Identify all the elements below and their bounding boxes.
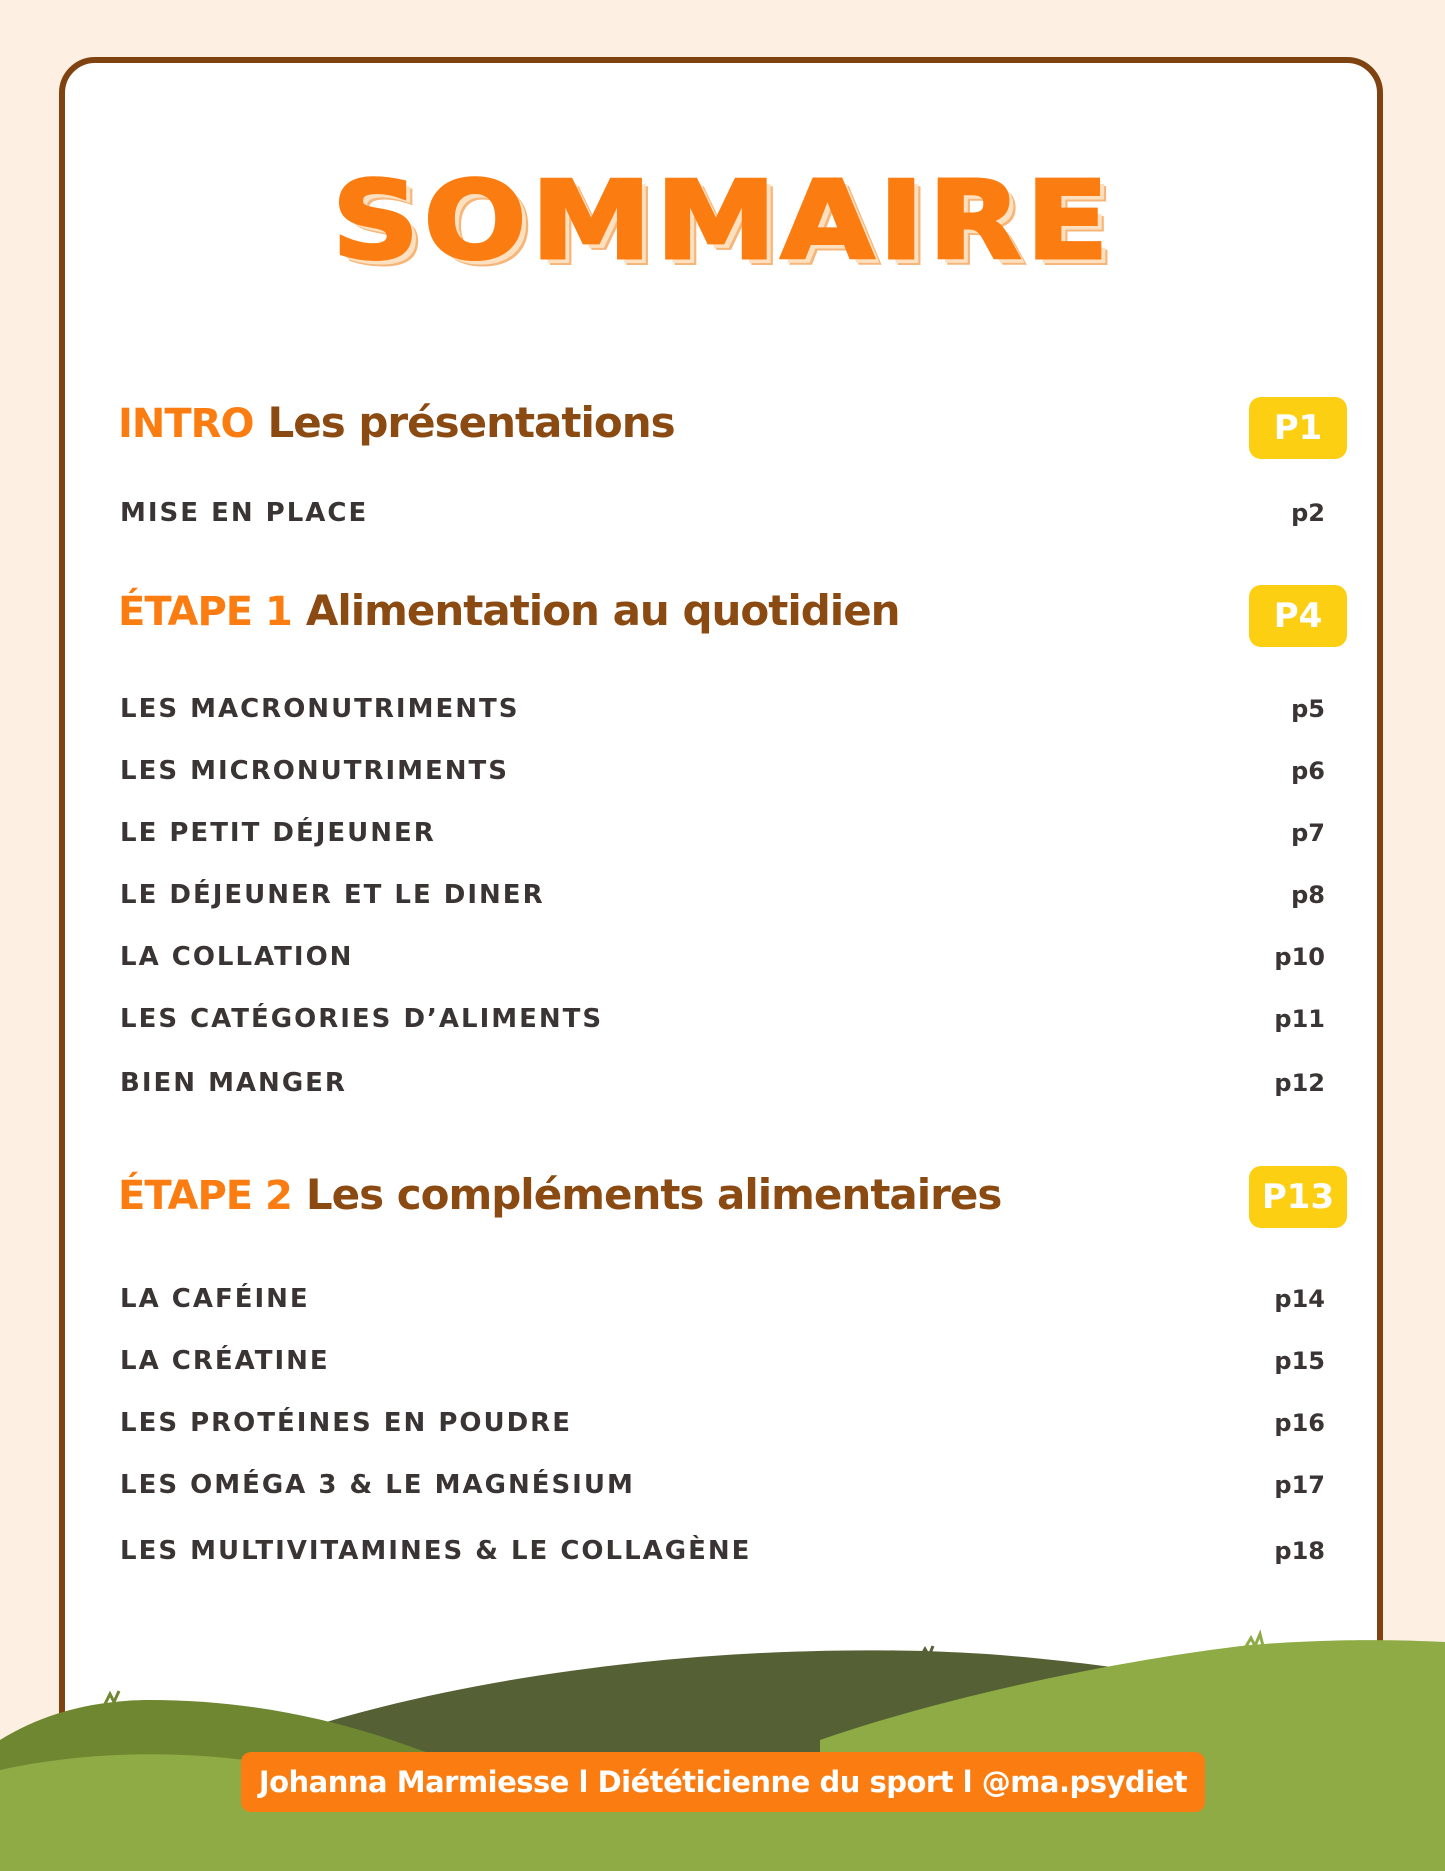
toc-item[interactable] xyxy=(120,1063,1325,1103)
toc-item-label: LES CATÉGORIES D’ALIMENTS xyxy=(120,1004,604,1034)
toc-item[interactable] xyxy=(120,999,1325,1039)
toc-item[interactable] xyxy=(120,1279,1325,1319)
section-label: ÉTAPE 1 xyxy=(118,589,292,635)
toc-item-page: p16 xyxy=(1274,1409,1325,1437)
toc-item-label: LA CAFÉINE xyxy=(120,1284,310,1314)
toc-item-label: LA COLLATION xyxy=(120,942,354,972)
toc-item-page: p6 xyxy=(1291,757,1325,785)
toc-item-label: MISE EN PLACE xyxy=(120,498,369,528)
toc-item-label: LE DÉJEUNER ET LE DINER xyxy=(120,880,545,910)
section-title: Les présentations xyxy=(267,398,675,447)
toc-item-label: LE PETIT DÉJEUNER xyxy=(120,818,436,848)
toc-item-page: p10 xyxy=(1274,943,1325,971)
toc-item-page: p7 xyxy=(1291,819,1325,847)
toc-item-label: LES MULTIVITAMINES & LE COLLAGÈNE xyxy=(120,1536,752,1566)
toc-item-label: LES MICRONUTRIMENTS xyxy=(120,756,510,786)
footer-banner xyxy=(241,1752,1205,1812)
toc-item-label: LES MACRONUTRIMENTS xyxy=(120,694,520,724)
toc-item-page: p5 xyxy=(1291,695,1325,723)
footer-text: Johanna Marmiesse l Diététicienne du sport l @ma.psydiet xyxy=(258,1765,1188,1799)
toc-item-page: p15 xyxy=(1274,1347,1325,1375)
toc-item[interactable] xyxy=(120,493,1325,533)
toc-item-label: BIEN MANGER xyxy=(120,1068,347,1098)
page-title: SOMMAIRE xyxy=(332,159,1113,284)
section-page-badge: P1 xyxy=(1249,397,1347,459)
toc-item[interactable] xyxy=(120,875,1325,915)
section-heading-intro[interactable] xyxy=(118,398,675,447)
toc-item-page: p8 xyxy=(1291,881,1325,909)
toc-item[interactable] xyxy=(120,1403,1325,1443)
section-label: ÉTAPE 2 xyxy=(118,1173,292,1219)
toc-item-page: p12 xyxy=(1274,1069,1325,1097)
section-title: Alimentation au quotidien xyxy=(305,586,900,635)
toc-item-label: LES PROTÉINES EN POUDRE xyxy=(120,1408,572,1438)
toc-item-page: p14 xyxy=(1274,1285,1325,1313)
toc-item[interactable] xyxy=(120,689,1325,729)
toc-item[interactable] xyxy=(120,813,1325,853)
toc-item[interactable] xyxy=(120,1465,1325,1505)
section-heading-etape-1[interactable] xyxy=(118,586,900,635)
section-label: INTRO xyxy=(118,401,254,447)
toc-item-page: p18 xyxy=(1274,1537,1325,1565)
section-heading-etape-2[interactable] xyxy=(118,1170,1001,1219)
section-page-badge: P13 xyxy=(1249,1166,1347,1228)
toc-item-page: p2 xyxy=(1291,499,1325,527)
toc-item-page: p11 xyxy=(1274,1005,1325,1033)
section-page-badge: P4 xyxy=(1249,585,1347,647)
toc-item-label: LA CRÉATINE xyxy=(120,1346,330,1376)
toc-item[interactable] xyxy=(120,1531,1325,1571)
toc-item[interactable] xyxy=(120,751,1325,791)
toc-item[interactable] xyxy=(120,937,1325,977)
toc-item-label: LES OMÉGA 3 & LE MAGNÉSIUM xyxy=(120,1470,635,1500)
section-title: Les compléments alimentaires xyxy=(305,1170,1002,1219)
grass-hills-illustration xyxy=(0,1600,1445,1871)
toc-item-page: p17 xyxy=(1274,1471,1325,1499)
toc-item[interactable] xyxy=(120,1341,1325,1381)
